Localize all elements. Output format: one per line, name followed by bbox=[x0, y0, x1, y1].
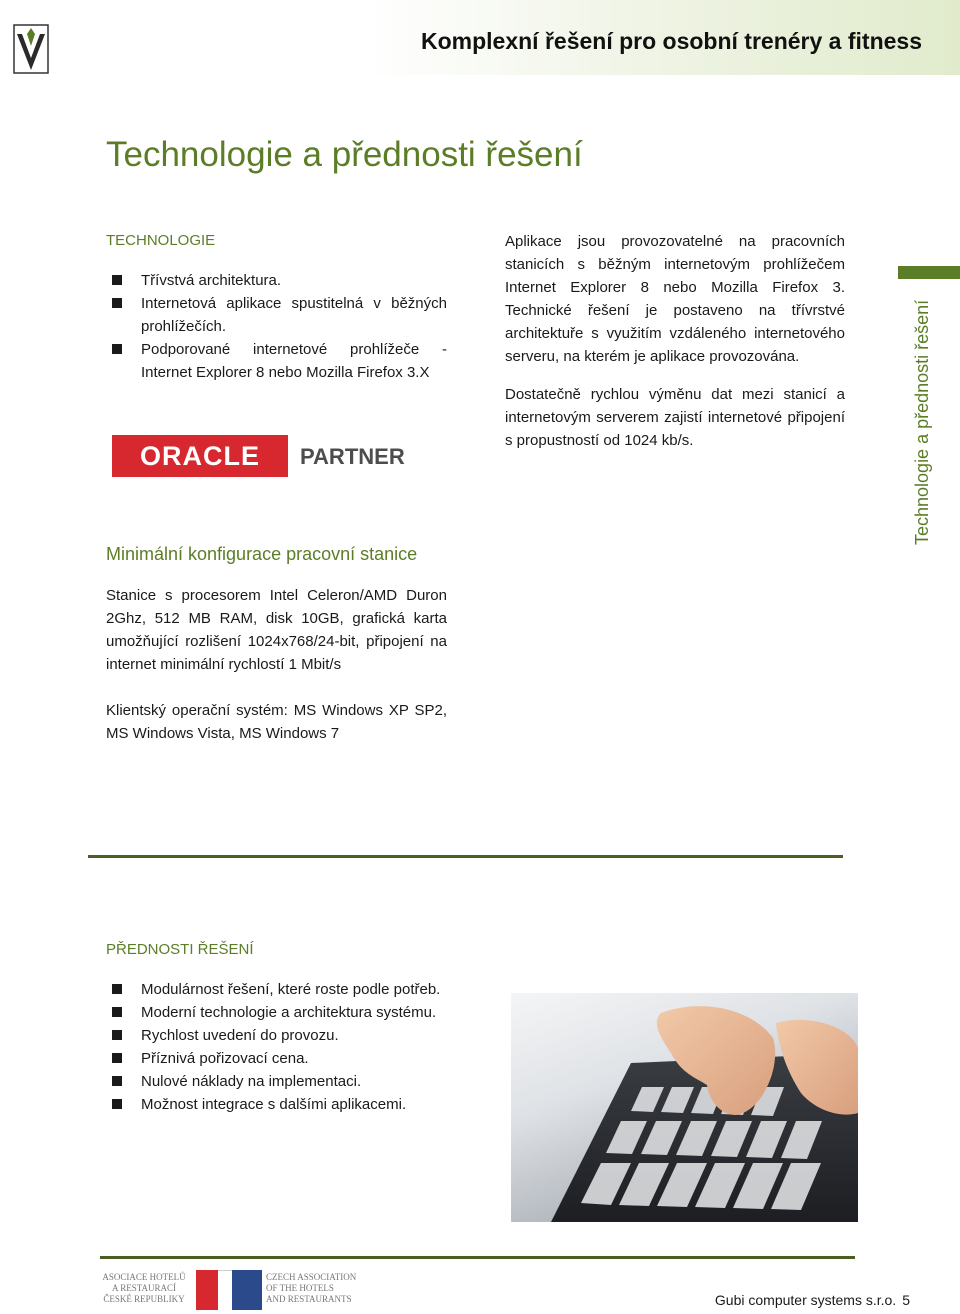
list-item: Možnost integrace s dalšími aplikacemi. bbox=[106, 1093, 466, 1116]
association-text-cz: ASOCIACE HOTELŮ A RESTAURACÍ ČESKÉ REPUBLIKY bbox=[102, 1272, 186, 1304]
square-bullet-icon bbox=[112, 1099, 122, 1109]
header-title: Komplexní řešení pro osobní trenéry a fitness bbox=[420, 28, 922, 54]
technologie-list bbox=[106, 269, 447, 384]
square-bullet-icon bbox=[112, 1007, 122, 1017]
square-bullet-icon bbox=[112, 275, 122, 285]
association-flag-white bbox=[218, 1270, 232, 1311]
side-tab-label: Technologie a přednosti řešení bbox=[912, 299, 932, 545]
footer-divider bbox=[100, 1256, 855, 1259]
page-number: 5 bbox=[902, 1292, 910, 1308]
list-item: Internetová aplikace spustitelná v běžných prohlížečích. bbox=[106, 292, 447, 338]
oracle-partner-logo bbox=[112, 435, 404, 477]
min-config-paragraph-2: Klientský operační systém: MS Windows XP SP2, MS Windows Vista, MS Windows 7 bbox=[106, 702, 447, 742]
square-bullet-icon bbox=[112, 1076, 122, 1086]
min-config-paragraph-1: Stanice s procesorem Intel Celeron/AMD Duron 2Ghz, 512 MB RAM, disk 10GB, grafická karta umožňující rozlišení 1024x768/24-bit, připojení na internet minimální rychlostí 1 Mbit/s bbox=[106, 587, 447, 673]
prednosti-heading: PŘEDNOSTI ŘEŠENÍ bbox=[106, 941, 254, 958]
association-logo bbox=[96, 1270, 368, 1310]
list-item: Moderní technologie a architektura systému. bbox=[106, 1001, 466, 1024]
partner-text: PARTNER bbox=[300, 444, 405, 469]
page-title: Technologie a přednosti řešení bbox=[106, 135, 583, 174]
association-text-en: CZECH ASSOCIATION OF THE HOTELS AND RESTAURANTS bbox=[266, 1272, 357, 1304]
side-tab-bar bbox=[898, 266, 960, 279]
prednosti-list bbox=[106, 978, 466, 1116]
technologie-heading: TECHNOLOGIE bbox=[106, 232, 216, 249]
footer-company: Gubi computer systems s.r.o. bbox=[714, 1292, 897, 1308]
list-item: Nulové náklady na implementaci. bbox=[106, 1070, 466, 1093]
square-bullet-icon bbox=[112, 344, 122, 354]
footer bbox=[715, 1292, 910, 1308]
list-item: Rychlost uvedení do provozu. bbox=[106, 1024, 466, 1047]
right-paragraph-1: Aplikace jsou provozovatelné na pracovních stanicích s běžným internetovým prohlížečem Internet Explorer 8 nebo Mozilla Firefox 3. Technické řešení je postaveno na třívrstvé architektuře s využitím vzdáleného internetového serveru, na kterém je aplikace provozována. bbox=[505, 233, 845, 365]
keyboard-illustration-icon bbox=[511, 993, 858, 1222]
association-flag-blue bbox=[232, 1270, 262, 1310]
square-bullet-icon bbox=[112, 984, 122, 994]
right-paragraph-2: Dostatečně rychlou výměnu dat mezi stanicí a internetovým serverem zajistí internetové připojení s propustností od 1024 kb/s. bbox=[505, 386, 845, 449]
min-config-heading: Minimální konfigurace pracovní stanice bbox=[106, 544, 418, 564]
list-item: Třívstvá architektura. bbox=[106, 269, 447, 292]
company-logo-icon bbox=[13, 24, 49, 74]
square-bullet-icon bbox=[112, 1053, 122, 1063]
list-item: Podporované internetové prohlížeče - Internet Explorer 8 nebo Mozilla Firefox 3.X bbox=[106, 338, 447, 384]
section-divider bbox=[88, 855, 843, 858]
square-bullet-icon bbox=[112, 298, 122, 308]
association-flag-red bbox=[196, 1270, 218, 1310]
keyboard-photo bbox=[511, 993, 858, 1222]
oracle-brand-text: ORACLE bbox=[140, 441, 260, 471]
list-item: Příznivá pořizovací cena. bbox=[106, 1047, 466, 1070]
list-item: Modulárnost řešení, které roste podle potřeb. bbox=[106, 978, 466, 1001]
square-bullet-icon bbox=[112, 1030, 122, 1040]
